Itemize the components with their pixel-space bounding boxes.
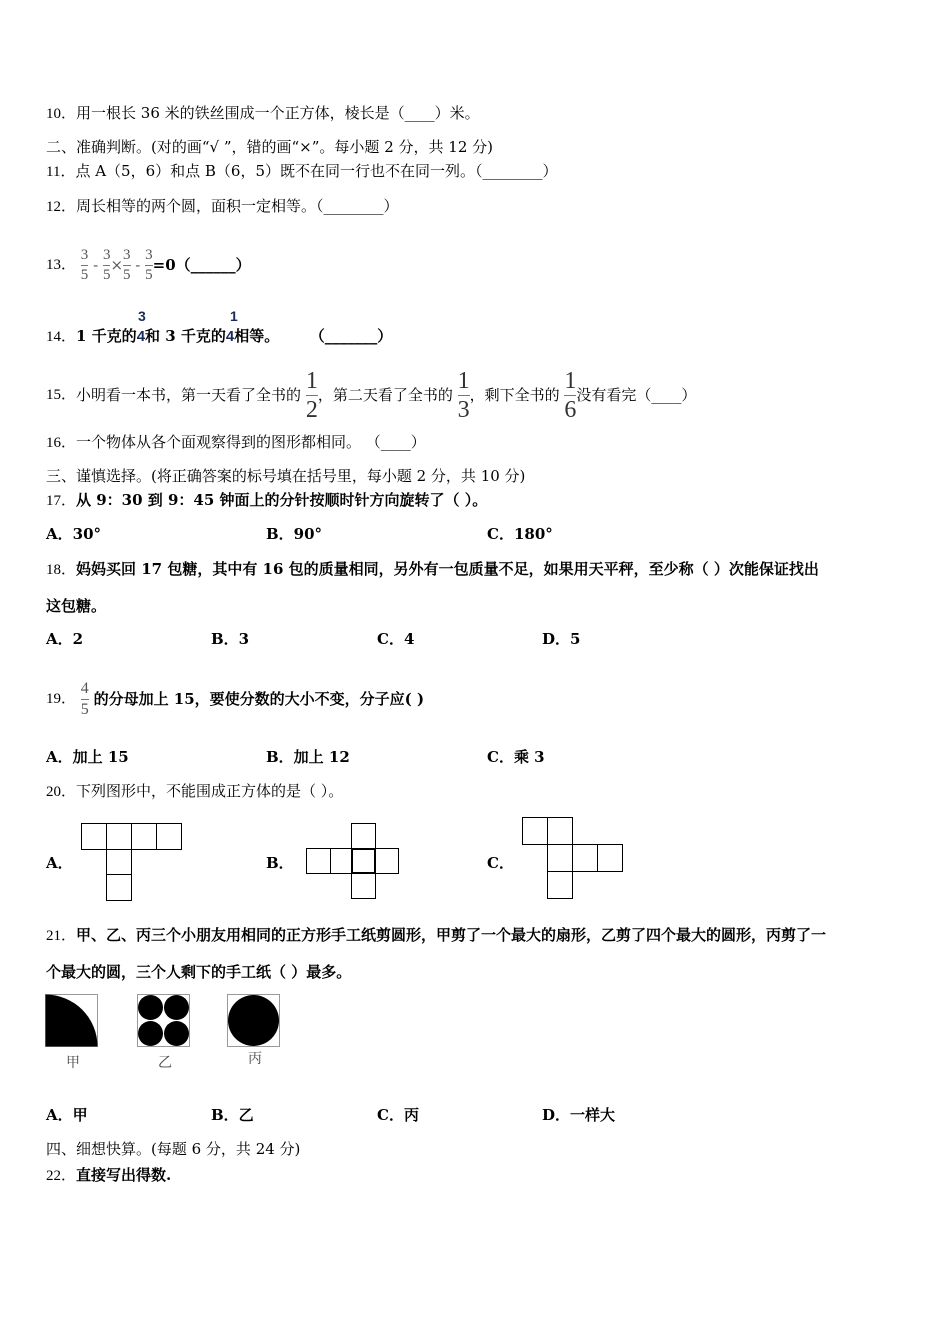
denominator: 5 [145,266,153,283]
numerator: 1 [230,308,238,324]
net-square [351,848,376,874]
option-b[interactable]: B．90° [266,525,323,543]
net-square [547,817,573,845]
net-square [106,823,132,850]
numerator: 1 [564,367,577,394]
figure-label-yi: 乙 [158,1055,172,1071]
question-text: 点 A（5，6）和点 B（6，5）既不在同一行也不在同一列。（________） [75,162,558,180]
question-number: 11． [46,164,76,180]
question-number: 14． [46,329,77,345]
net-square [106,874,132,901]
question-text: 和 3 千克的 [145,327,226,345]
net-square [330,848,352,874]
option-d[interactable]: D．一样大 [542,1106,616,1124]
question-12 [46,196,399,217]
option-a[interactable]: A．甲 [46,1106,88,1124]
net-square [131,823,157,850]
question-number: 16． [46,435,77,451]
question-number: 19． [46,691,77,707]
net-square [156,823,182,850]
option-b[interactable]: B．3 [211,630,250,648]
net-square [81,823,107,850]
fraction [81,681,89,718]
net-square [351,873,376,899]
question-number: 13． [46,257,77,273]
question-text: 甲、乙、丙三个小朋友用相同的正方形手工纸剪圆形，甲剪了一个最大的扇形，乙剪了四个最大的圆形，丙剪了一 [76,926,827,944]
question-16 [46,432,426,453]
question-text: 直接写出得数. [76,1166,172,1184]
option-c[interactable]: C．丙 [377,1106,419,1124]
option-d[interactable]: D．5 [542,630,581,648]
option-c[interactable]: C．乘 3 [487,748,545,766]
denominator: 5 [80,266,89,283]
question-text: 相等。 [234,327,280,345]
net-square [572,844,598,872]
question-18 [46,559,819,580]
numerator: 3 [102,246,111,263]
question-text: 没有看完（____） [576,386,697,404]
numerator: 1 [457,367,470,394]
numerator: 4 [80,679,89,697]
fraction [306,369,318,422]
fraction [123,248,131,283]
denominator: 4 [136,328,146,345]
option-b[interactable]: B．乙 [211,1106,254,1124]
question-14 [46,326,392,347]
net-square [375,848,399,874]
question-18-continued: 这包糖。 [46,597,107,615]
question-number: 21． [46,928,77,944]
question-number: 15． [46,387,77,403]
section-4-title: 四、细想快算。(每题 6 分，共 24 分) [46,1140,301,1158]
numerator: 3 [138,308,146,324]
quarter-circle-figure [44,993,100,1049]
answer-blank: （_______） [317,327,393,345]
question-20 [46,781,343,802]
question-11 [46,161,558,182]
section-3-title: 三、谨慎选择。(将正确答案的标号填在括号里，每小题 2 分，共 10 分) [46,467,526,485]
fraction [145,248,153,283]
question-number: 17． [46,493,77,509]
question-text: 的分母加上 15，要使分数的大小不变，分子应( ) [93,690,425,708]
question-text: 一个物体从各个面观察得到的图形都相同。 （____） [76,433,426,451]
minus-sign: - [135,256,141,274]
denominator: 2 [305,396,318,423]
section-2-title: 二、准确判断。(对的画“√ ”，错的画“×”。每小题 2 分，共 12 分) [46,138,493,156]
question-21 [46,925,826,946]
question-10 [46,103,480,124]
question-text: =0（______） [152,256,251,274]
question-number: 10． [46,106,77,122]
question-19 [46,662,424,734]
times-sign: × [110,256,124,274]
question-number: 18． [46,562,77,578]
denominator: 5 [102,266,111,283]
four-circles-figure [136,993,192,1049]
question-text: 妈妈买回 17 包糖，其中有 16 包的质量相同，另外有一包质量不足，如果用天平秤，至少称（ ）次能保证找出 [76,560,819,578]
option-a[interactable]: A．30° [46,525,102,543]
fraction [138,309,146,323]
net-square [106,849,132,875]
net-square [547,871,573,899]
option-b[interactable]: B． [266,854,294,872]
figure-label-bing: 丙 [248,1051,262,1067]
fraction [81,248,89,283]
denominator: 4 [225,328,235,345]
net-square [306,848,331,874]
question-13 [46,236,251,292]
numerator: 3 [145,246,153,263]
option-c[interactable]: C．180° [487,525,553,543]
denominator: 6 [564,396,577,423]
question-text: 下列图形中，不能围成正方体的是（ ）。 [76,782,344,800]
question-text: 用一根长 36 米的铁丝围成一个正方体，棱长是（____）米。 [76,104,480,122]
denominator: 5 [123,266,131,283]
net-square [547,844,573,872]
question-text: 小明看一本书，第一天看了全书的 [76,386,302,404]
option-c[interactable]: C．4 [377,630,415,648]
numerator: 3 [80,246,89,263]
question-text: 从 9：30 到 9：45 钟面上的分针按顺时针方向旋转了（ ）。 [76,491,488,509]
question-text: ，剩下全书的 [469,386,560,404]
numerator: 3 [123,246,131,263]
question-21-continued: 个最大的圆，三个人剩下的手工纸（ ）最多。 [46,963,352,981]
option-c[interactable]: C． [487,854,514,872]
question-number: 20． [46,784,77,800]
fraction [458,369,470,422]
net-square [522,817,548,845]
question-text: 1 千克的 [76,327,137,345]
option-a[interactable]: A． [46,854,73,872]
denominator: 5 [80,700,89,718]
question-number: 22． [46,1168,77,1184]
minus-sign: - [93,256,99,274]
figure-label-jia: 甲 [66,1055,80,1071]
question-22 [46,1165,171,1186]
question-text: ，第二天看了全书的 [317,386,453,404]
net-square [597,844,623,872]
fraction [564,369,576,422]
question-15 [46,366,696,422]
question-number: 12． [46,199,77,215]
option-b[interactable]: B．加上 12 [266,748,350,766]
question-text: 周长相等的两个圆，面积一定相等。（________） [76,197,399,215]
option-a[interactable]: A．2 [46,630,84,648]
question-17 [46,490,487,511]
numerator: 1 [305,367,318,394]
one-circle-figure [226,993,282,1049]
fraction [230,309,238,323]
option-a[interactable]: A．加上 15 [46,748,129,766]
denominator: 3 [457,396,470,423]
net-square [351,823,376,849]
